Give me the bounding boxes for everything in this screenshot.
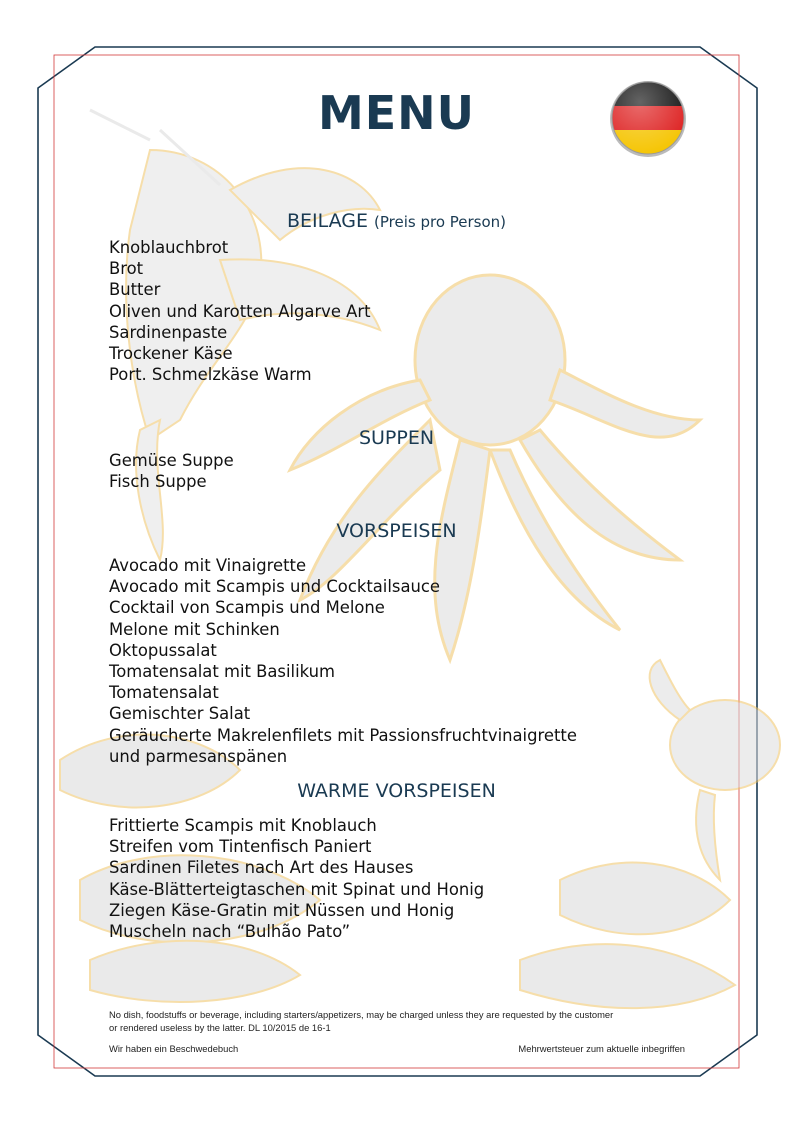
list-item: Port. Schmelzkäse Warm bbox=[109, 365, 312, 385]
list-item: Butter bbox=[109, 280, 161, 300]
list-item: Frittierte Scampis mit Knoblauch bbox=[109, 816, 377, 835]
legal-notice-line-1: No dish, foodstuffs or beverage, including starters/appetizers, may be charged unless they are requested by the customer bbox=[109, 1009, 614, 1020]
list-item: Geräucherte Makrelenfilets mit Passionsfruchtvinaigrette bbox=[109, 725, 577, 745]
suppen-list bbox=[109, 450, 234, 492]
section-title-vorspeisen: VORSPEISEN bbox=[336, 520, 457, 542]
list-item: Tomatensalat bbox=[109, 683, 219, 703]
list-item: Avocado mit Scampis und Cocktailsauce bbox=[109, 577, 440, 597]
list-item: Knoblauchbrot bbox=[109, 238, 229, 257]
legal-notice-line-2: or rendered useless by the latter. DL 10/2015 de 16-1 bbox=[109, 1022, 331, 1033]
page-title: MENU bbox=[317, 86, 476, 140]
warme-vorspeisen-list bbox=[109, 815, 484, 942]
list-item: Oliven und Karotten Algarve Art bbox=[109, 301, 371, 321]
list-item: Käse-Blätterteigtaschen mit Spinat und Honig bbox=[109, 879, 485, 899]
list-item: Tomatensalat mit Basilikum bbox=[109, 662, 335, 682]
list-item: Gemüse Suppe bbox=[109, 451, 234, 470]
list-item: Streifen vom Tintenfisch Paniert bbox=[109, 837, 372, 857]
list-item: Cocktail von Scampis und Melone bbox=[109, 598, 385, 618]
section-title-suppen: SUPPEN bbox=[358, 427, 435, 449]
germany-flag-icon bbox=[608, 78, 688, 158]
list-item: Sardinen Filetes nach Art des Hauses bbox=[109, 858, 414, 878]
list-item: Ziegen Käse-Gratin mit Nüssen und Honig bbox=[109, 900, 455, 920]
vat-note: Mehrwertsteuer zum aktuelle inbegriffen bbox=[518, 1043, 685, 1054]
beilage-subtitle: (Preis pro Person) bbox=[374, 213, 507, 231]
beilage-heading: BEILAGE bbox=[286, 210, 369, 232]
list-item: Gemischter Salat bbox=[109, 704, 251, 724]
list-item: Melone mit Schinken bbox=[109, 619, 280, 639]
complaints-book-note: Wir haben ein Beschwedebuch bbox=[109, 1043, 239, 1054]
list-item: Trockener Käse bbox=[109, 344, 233, 364]
list-item: Oktopussalat bbox=[109, 640, 217, 660]
beilage-list bbox=[109, 237, 371, 385]
legal-notice bbox=[109, 1008, 709, 1034]
list-item: und parmesanspänen bbox=[109, 746, 288, 766]
list-item: Sardinenpaste bbox=[109, 322, 228, 342]
list-item: Brot bbox=[109, 259, 144, 279]
section-title-beilage bbox=[0, 210, 793, 232]
list-item: Avocado mit Vinaigrette bbox=[109, 556, 307, 575]
vorspeisen-list bbox=[109, 555, 577, 767]
section-title-warme-vorspeisen: WARME VORSPEISEN bbox=[297, 780, 496, 802]
list-item: Muscheln nach “Bulhão Pato” bbox=[109, 922, 351, 942]
list-item: Fisch Suppe bbox=[109, 472, 207, 492]
